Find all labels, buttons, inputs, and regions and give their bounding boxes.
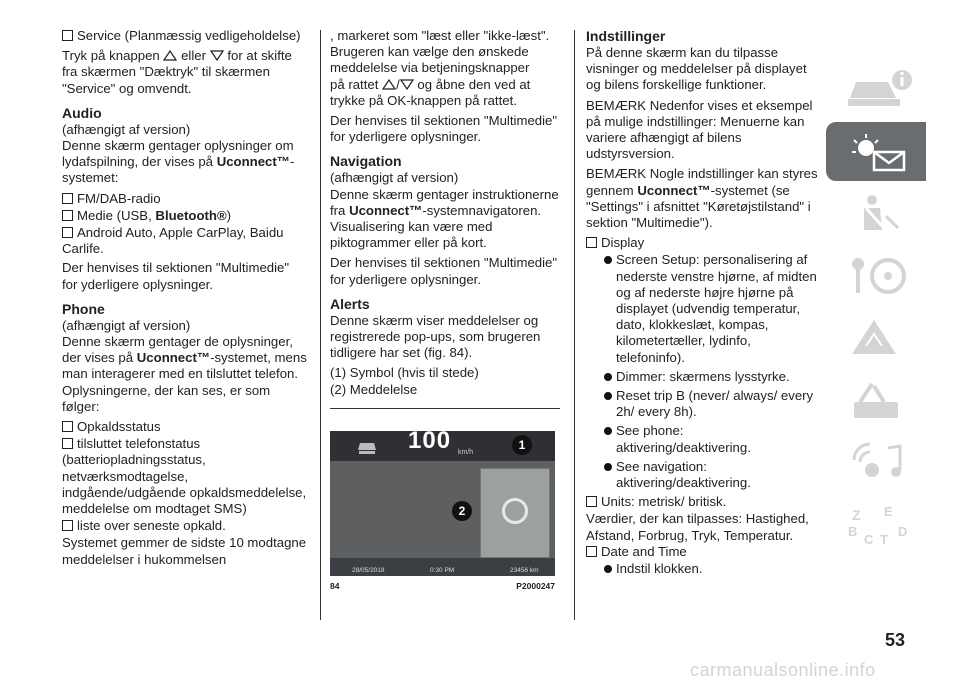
- bullet-item: [586, 252, 818, 365]
- uconnect-label: Uconnect™: [136, 350, 211, 366]
- navigation-version-note: (afhængigt af version): [330, 170, 459, 186]
- audio-text: Denne skærm gentager oplysninger om lydafspilning, der vises på: [62, 138, 294, 170]
- phone-version-note: (afhængigt af version): [62, 317, 191, 333]
- alerts-paragraph: Denne skærm viser meddelelser og registrerede pop-ups, som brugeren tidligere har set (fig. 84).: [330, 312, 541, 361]
- figure-rule: [330, 408, 560, 409]
- car-icon: [355, 435, 379, 457]
- checkbox-bullet-icon: [62, 193, 73, 204]
- alerts-heading: Alerts: [330, 295, 370, 312]
- list-item-text: Display: [601, 235, 645, 251]
- bullet-text: See navigation: aktivering/deaktivering.: [616, 458, 751, 491]
- bullet-text: See phone: aktivering/deaktivering.: [616, 423, 751, 455]
- tab-driving[interactable]: [826, 246, 926, 305]
- audio-version-note: (afhængigt af version): [62, 121, 191, 137]
- navigation-paragraph: [330, 187, 562, 252]
- nav-text-a: Denne skærm gentager instruktionerne fra: [330, 186, 559, 218]
- column-2: [330, 28, 562, 594]
- audio-reference: Der henvises til sektionen "Multimedie" for yderligere oplysninger.: [62, 260, 290, 292]
- tab-car-info[interactable]: [826, 60, 926, 119]
- checkbox-bullet-icon: [62, 438, 73, 449]
- settings-heading: Indstillinger: [586, 28, 666, 44]
- figure-number: 84: [330, 580, 340, 591]
- steering-wheel-icon: [502, 498, 528, 524]
- alerts-legend-2: (2) Meddelelse: [330, 381, 418, 397]
- list-item-text: liste over seneste opkald.: [77, 518, 226, 534]
- phone-text-b: -systemet, mens man interagerer med en tilsluttet telefon. Oplysningerne, der kan ses, er som følger:: [62, 350, 307, 414]
- bullet-item: [586, 459, 818, 491]
- checkbox-bullet-icon: [62, 227, 73, 238]
- tools-icon: [844, 378, 914, 422]
- bullet-text: Screen Setup: personalisering af nederste venstre hjørne, af midten og af nederste højre hjørne på displayet (udvendig temperatur, dato, klokkeslæt, kompas, kilometertæller, lydinfo, telefoninfo).: [616, 252, 817, 365]
- audio-paragraph: [62, 138, 308, 187]
- phone-heading: Phone: [62, 300, 105, 317]
- service-item: [62, 28, 308, 44]
- alerts-figure: [330, 431, 555, 576]
- checkbox-bullet-icon: [62, 421, 73, 432]
- note-text-a: BEMÆRK Nogle indstillinger kan styres gennem: [586, 166, 818, 198]
- time-text: 0:30 PM: [430, 566, 455, 574]
- tab-lights-messages[interactable]: [826, 122, 926, 181]
- paren: ): [226, 207, 232, 223]
- steering-paragraph: [330, 77, 562, 109]
- checkbox-bullet-icon: [62, 210, 73, 221]
- bullet-text: Indstil klokken.: [616, 561, 703, 577]
- list-item: [62, 191, 308, 207]
- bullet-text: Dimmer: skærmens lysstyrke.: [616, 368, 790, 384]
- bullet-text: Reset trip B (never/ always/ every 2h/ every 8h).: [616, 388, 814, 420]
- triangle-up-icon: [163, 50, 177, 61]
- column-divider: [574, 30, 575, 620]
- triangle-down-icon: [210, 50, 224, 61]
- figure-code: P2000247: [516, 580, 555, 591]
- tab-multimedia[interactable]: [826, 432, 926, 491]
- callout-2: 2: [452, 501, 472, 521]
- bullet-icon: [604, 463, 612, 471]
- date-text: 28/05/2018: [352, 566, 385, 574]
- bullet-item: [586, 369, 818, 385]
- watermark-footer: carmanualsonline.info: [690, 660, 876, 680]
- list-item: [62, 208, 308, 224]
- settings-paragraph-1: På denne skærm kan du tilpasse visninger og meddelelser på displayet og bilens forskellige funktioner.: [586, 45, 807, 93]
- phone-text-a: Denne skærm gentager de oplysninger, der vises på: [62, 334, 293, 366]
- bullet-icon: [604, 427, 612, 435]
- column-3: [586, 28, 818, 580]
- column-1: [62, 28, 308, 572]
- list-item: [586, 235, 818, 251]
- bullet-icon: [604, 373, 612, 381]
- list-item: [62, 225, 308, 257]
- audio-text-b: -systemet:: [62, 154, 295, 186]
- list-item-text: Units: metrisk/ britisk.: [601, 494, 727, 510]
- figure-footer: [330, 558, 555, 576]
- message-paragraph: , markeret som "læst eller "ikke-læst". Brugeren kan vælge den ønskede meddelelse via betjeningsknapper: [330, 28, 550, 76]
- nav-text-b: -systemnavigatoren. Visualisering kan være med piktogrammer eller på kort.: [330, 202, 542, 251]
- tab-emergency[interactable]: [826, 308, 926, 367]
- tryk-text-b: eller: [181, 48, 207, 64]
- bullet-item: [586, 561, 818, 577]
- list-item-text: Date and Time: [601, 543, 687, 559]
- audio-heading: Audio: [62, 104, 102, 121]
- list-item-text: tilsluttet telefonstatus (batteriopladningsstatus, netværksmodtagelse, indgående/udgående opkaldsmeddelelse, meddelelse om modtaget SMS): [62, 436, 307, 517]
- service-text: Service (Planmæssig vedligeholdelse): [77, 28, 301, 43]
- svg-text:E: E: [884, 504, 893, 519]
- bullet-item: [586, 388, 818, 420]
- odometer-text: 23456 km: [510, 566, 539, 574]
- svg-text:T: T: [880, 532, 888, 546]
- settings-note-2: [586, 166, 818, 231]
- speed-unit: km/h: [458, 448, 474, 456]
- alphabet-index-icon: [844, 502, 914, 546]
- bullet-icon: [604, 392, 612, 400]
- list-item: [586, 544, 818, 560]
- note-text-b: -systemet (se "Settings" i afsnittet "Køretøjstilstand" i sektion "Multimedie").: [586, 182, 811, 231]
- svg-text:Z: Z: [852, 507, 861, 523]
- alerts-legend-1: (1) Symbol (hvis til stede): [330, 365, 479, 381]
- list-item: [586, 494, 818, 510]
- svg-text:D: D: [898, 524, 908, 539]
- tryk-paragraph: [62, 48, 308, 97]
- settings-note-1: BEMÆRK Nedenfor vises et eksempel på mulige indstillinger: Menuerne kan variere afhængigt af bilens udstyrsversion.: [586, 97, 813, 162]
- triangle-up-icon: [382, 79, 396, 90]
- multimedia-reference: Der henvises til sektionen "Multimedie" for yderligere oplysninger.: [330, 113, 558, 145]
- seatbelt-icon: [844, 192, 914, 236]
- tryk-text-c: for at skifte fra skærmen "Dæktryk" til skærmen "Service" og omvendt.: [62, 48, 292, 96]
- steering-text-c: og åbne den ved at trykke på OK-knappen på rattet.: [330, 76, 531, 108]
- speed-value: 100: [408, 430, 452, 454]
- svg-text:C: C: [864, 532, 874, 546]
- units-paragraph: Værdier, der kan tilpasses: Hastighed, Afstand, Forbrug, Tryk, Temperatur.: [586, 511, 809, 543]
- bullet-icon: [604, 565, 612, 573]
- checkbox-bullet-icon: [586, 546, 597, 557]
- warning-light-envelope-icon: [844, 130, 914, 174]
- navigation-reference: Der henvises til sektionen "Multimedie" for yderligere oplysninger.: [330, 255, 558, 287]
- checkbox-bullet-icon: [586, 237, 597, 248]
- triangle-down-icon: [400, 79, 414, 90]
- bluetooth-label: Bluetooth®: [155, 207, 227, 223]
- bullet-item: [586, 423, 818, 455]
- list-item-text: Opkaldsstatus: [77, 419, 161, 435]
- checkbox-bullet-icon: [62, 30, 73, 41]
- list-item: [62, 518, 308, 534]
- uconnect-label: Uconnect™: [637, 182, 711, 198]
- figure-caption: [330, 578, 555, 594]
- tab-index[interactable]: [826, 494, 926, 553]
- page-number: 53: [885, 630, 906, 650]
- checkbox-bullet-icon: [586, 496, 597, 507]
- phone-memory-note: Systemet gemmer de sidste 10 modtagne meddelelser i hukommelsen: [62, 535, 307, 567]
- tryk-text-a: Tryk på knappen: [62, 48, 160, 64]
- phone-paragraph: [62, 334, 308, 415]
- bullet-icon: [604, 256, 612, 264]
- key-steering-wheel-icon: [844, 254, 914, 298]
- svg-text:B: B: [848, 524, 858, 539]
- list-item-text: FM/DAB-radio: [77, 190, 161, 206]
- list-item-text: Medie (USB,: [77, 207, 156, 223]
- checkbox-bullet-icon: [62, 520, 73, 531]
- slash: /: [396, 76, 400, 92]
- list-item-text: Android Auto, Apple CarPlay, Baidu Carlife.: [62, 225, 284, 257]
- steering-text-a: på rattet: [330, 76, 379, 92]
- tab-safety[interactable]: [826, 184, 926, 243]
- list-item: [62, 419, 308, 435]
- list-item: [62, 436, 308, 517]
- navigation-heading: Navigation: [330, 153, 402, 170]
- uconnect-label: Uconnect™: [216, 154, 290, 170]
- column-divider: [320, 30, 321, 620]
- chapter-tabs: [826, 60, 926, 556]
- uconnect-label: Uconnect™: [349, 202, 423, 218]
- callout-1: 1: [512, 435, 532, 455]
- tab-maintenance[interactable]: [826, 370, 926, 429]
- multimedia-icon: [844, 440, 914, 484]
- car-info-icon: [844, 68, 914, 112]
- warning-triangle-icon: [844, 316, 914, 360]
